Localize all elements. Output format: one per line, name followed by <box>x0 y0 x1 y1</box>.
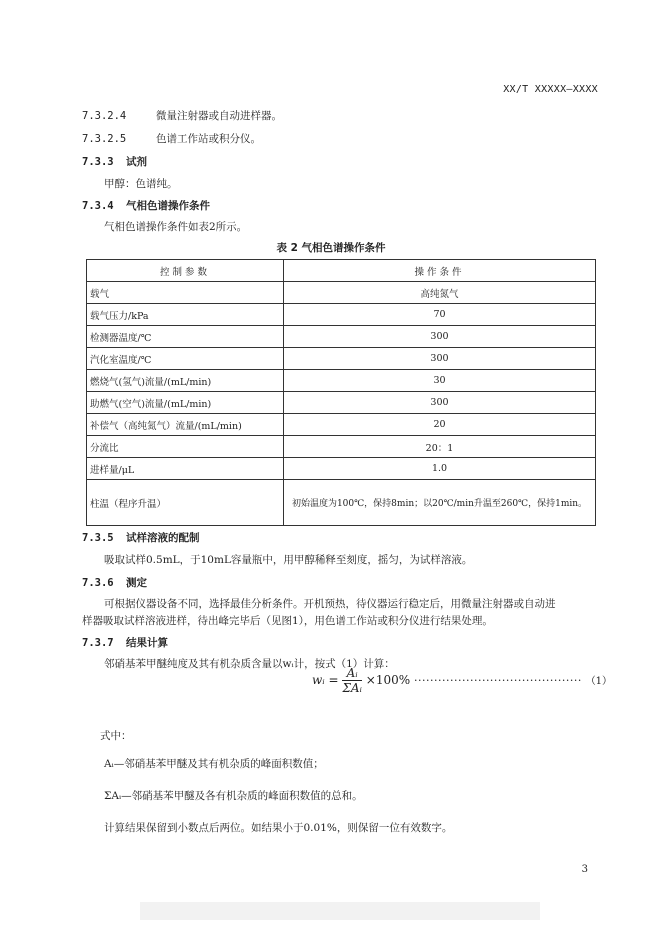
rounding-rule-text: 计算结果保留到小数点后两位。如结果小于0.01%，则保留一位有效数字。 <box>104 822 453 834</box>
section-7-3-6 <box>82 575 147 590</box>
formula-factor: ×100% <box>365 673 411 687</box>
section-7-3-3 <box>82 154 147 169</box>
table-row <box>87 458 596 480</box>
formula-lhs: wᵢ = <box>312 673 339 687</box>
section-number: 7.3.5 <box>82 532 114 544</box>
section-heading: 气相色谱操作条件 <box>126 200 210 212</box>
formula-leader-dots: ·········································· <box>414 674 582 687</box>
section-number: 7.3.3 <box>82 156 114 168</box>
formula-numerator: Aᵢ <box>342 666 362 681</box>
param-cell: 柱温（程序升温） <box>87 480 284 526</box>
section-number: 7.3.2.5 <box>82 133 127 145</box>
section-7-3-7 <box>82 635 168 650</box>
definition-ai: Aᵢ—邻硝基苯甲醚及其有机杂质的峰面积数值； <box>104 758 324 770</box>
param-cell: 载气 <box>87 282 284 304</box>
formula-fraction <box>342 666 362 695</box>
section-heading: 结果计算 <box>126 637 168 649</box>
param-cell: 汽化室温度/℃ <box>87 348 284 370</box>
value-cell: 初始温度为100℃，保持8min；以20℃/min升温至260℃，保持1min。 <box>284 480 596 526</box>
formula-1 <box>312 666 612 695</box>
section-heading: 试样溶液的配制 <box>126 532 200 544</box>
value-cell: 高纯氮气 <box>284 282 596 304</box>
section-7-3-4 <box>82 198 210 213</box>
definition-sum-ai: ΣAᵢ—邻硝基苯甲醚及各有机杂质的峰面积数值的总和。 <box>104 790 363 802</box>
gc-conditions-table <box>86 259 596 526</box>
table-row <box>87 436 596 458</box>
header-condition: 操作条件 <box>284 260 596 282</box>
header-param: 控制参数 <box>87 260 284 282</box>
value-cell: 300 <box>284 326 596 348</box>
table-row <box>87 282 596 304</box>
param-cell: 燃烧气(氢气)流量/(mL/min) <box>87 370 284 392</box>
param-cell: 助燃气(空气)流量/(mL/min) <box>87 392 284 414</box>
param-cell: 分流比 <box>87 436 284 458</box>
section-number: 7.3.4 <box>82 200 114 212</box>
section-number: 7.3.7 <box>82 637 114 649</box>
value-cell: 20：1 <box>284 436 596 458</box>
param-cell: 检测器温度/℃ <box>87 326 284 348</box>
table-row <box>87 370 596 392</box>
section-7-3-5 <box>82 530 200 545</box>
table-row <box>87 326 596 348</box>
value-cell: 30 <box>284 370 596 392</box>
value-cell: 300 <box>284 392 596 414</box>
param-cell: 进样量/μL <box>87 458 284 480</box>
sample-prep-text: 吸取试样0.5mL，于10mL容量瓶中，用甲醇稀释至刻度，摇匀，为试样溶液。 <box>104 554 473 566</box>
table-row <box>87 392 596 414</box>
table-caption: 表 2 气相色谱操作条件 <box>276 242 386 254</box>
section-7-3-2-4 <box>82 108 282 123</box>
section-heading: 试剂 <box>126 156 147 168</box>
gc-intro-text: 气相色谱操作条件如表2所示。 <box>104 221 248 233</box>
section-heading: 测定 <box>126 577 147 589</box>
table-header-row <box>87 260 596 282</box>
section-7-3-2-5 <box>82 131 261 146</box>
document-code: XX/T XXXXX—XXXX <box>503 84 598 95</box>
value-cell: 300 <box>284 348 596 370</box>
table-row <box>87 348 596 370</box>
value-cell: 70 <box>284 304 596 326</box>
section-text: 色谱工作站或积分仪。 <box>156 133 261 145</box>
value-cell: 1.0 <box>284 458 596 480</box>
reagent-text: 甲醇：色谱纯。 <box>104 178 178 190</box>
value-cell: 20 <box>284 414 596 436</box>
section-text: 微量注射器或自动进样器。 <box>156 110 282 122</box>
param-cell: 载气压力/kPa <box>87 304 284 326</box>
section-number: 7.3.2.4 <box>82 110 127 122</box>
calc-intro-text: 邻硝基苯甲醚纯度及其有机杂质含量以wᵢ计，按式（1）计算： <box>104 658 395 670</box>
measure-text-line2: 样器吸取试样溶液进样，待出峰完毕后（见图1），用色谱工作站或积分仪进行结果处理。 <box>82 615 493 627</box>
param-cell: 补偿气（高纯氮气）流量/(mL/min) <box>87 414 284 436</box>
measure-text-line1: 可根据仪器设备不同，选择最佳分析条件。开机预热，待仪器运行稳定后，用微量注射器或自动进 <box>104 598 556 610</box>
table-row <box>87 414 596 436</box>
page-number: 3 <box>581 864 588 875</box>
formula-denominator: ΣAᵢ <box>342 681 362 695</box>
table-row <box>87 304 596 326</box>
section-number: 7.3.6 <box>82 577 114 589</box>
formula-equation-number: （1） <box>585 676 613 687</box>
table-row <box>87 480 596 526</box>
where-label: 式中： <box>100 730 132 742</box>
footer-band <box>140 902 540 920</box>
